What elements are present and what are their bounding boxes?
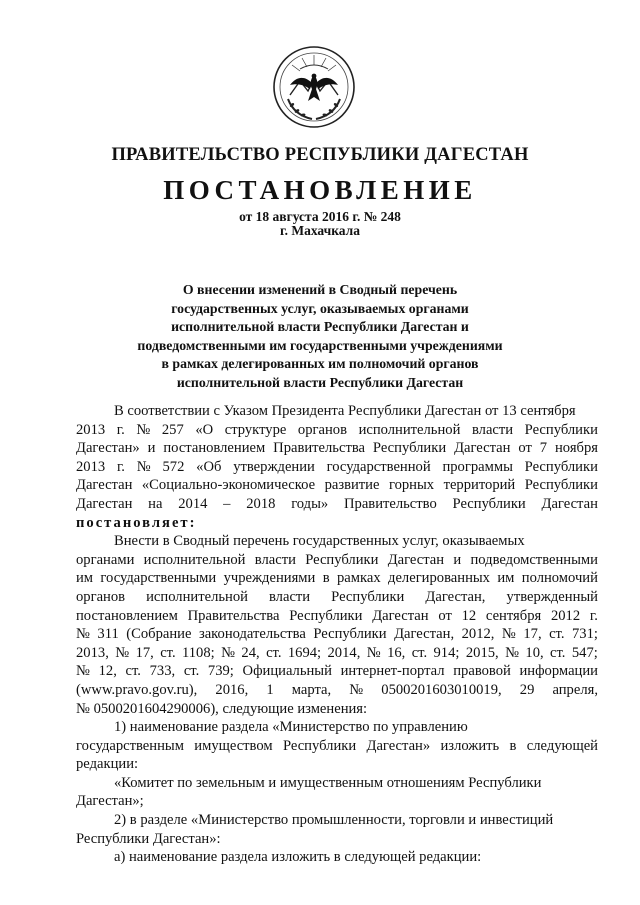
decrees-word: постановляет: [76,514,197,531]
subject-line: государственных услуг, оказываемых органами [171,300,469,316]
body-line: Дагестан» и постановлением Правительства Республики Дагестан от 7 ноября [76,440,598,457]
body-line: Республики Дагестан»: [76,830,221,847]
body-line: постановлением Правительства Республики Дагестан от 12 сентября 2012 г. [76,607,598,624]
body-line: «Комитет по земельным и имущественным отношениям Республики [114,774,542,791]
body-line: № 311 (Собрание законодательства Республики Дагестан, 2012, № 17, ст. 731; [76,626,598,643]
government-title: ПРАВИТЕЛЬСТВО РЕСПУБЛИКИ ДАГЕСТАН [111,145,529,165]
body-line: Дагестан на 2014 – 2018 годы» Правительство Республики Дагестан [76,495,598,512]
body-line: органов исполнительной власти Республики Дагестан, утвержденный [76,588,598,605]
decree-body [76,402,598,867]
body-line: органами исполнительной власти Республики Дагестан и подведомственными [76,551,598,568]
decree-date-number: от 18 августа 2016 г. № 248 [239,209,401,224]
subject-line: исполнительной власти Республики Дагестан и [171,319,469,335]
body-line: 2013 г. № 257 «О структуре органов исполнительной власти Республики [76,421,598,438]
body-line: В соответствии с Указом Президента Республики Дагестан от 13 сентября [114,403,576,419]
body-line: Дагестан»; [76,793,144,810]
decree-city: г. Махачкала [279,223,360,238]
body-line: государственным имуществом Республики Дагестан» изложить в следующей [76,737,598,754]
document-type-title: ПОСТАНОВЛЕНИЕ [163,175,477,205]
body-line: а) наименование раздела изложить в следующей редакции: [114,849,482,866]
body-line: 2013 г. № 572 «Об утверждении государственной программы Республики [76,458,598,475]
body-line: им государственными учреждениями в рамках делегированных им полномочий [76,570,598,587]
decree-subject [0,281,640,393]
subject-line: в рамках делегированных им полномочий органов [161,356,479,372]
subject-line: подведомственными им государственными учреждениями [137,337,503,353]
body-line: № 0500201604290006), следующие изменения: [76,700,368,717]
subject-line: исполнительной власти Республики Дагестан [176,374,464,390]
body-line: редакции: [76,756,139,773]
subject-line: О внесении изменений в Сводный перечень [182,282,458,297]
body-line: Внести в Сводный перечень государственных услуг, оказываемых [114,533,525,550]
body-line: № 12, ст. 733, ст. 739; Официальный интернет-портал правовой информации [76,663,598,680]
coat-of-arms-emblem [272,45,356,129]
body-line: (www.pravo.gov.ru), 2016, 1 марта, № 0500201603010019, 29 апреля, [76,681,598,698]
body-line: 2) в разделе «Министерство промышленности, торговли и инвестиций [114,812,554,829]
body-line: 1) наименование раздела «Министерство по управлению [114,719,468,736]
body-line: 2013, № 17, ст. 1108; № 24, ст. 1694; 2014, № 16, ст. 914; 2015, № 10, ст. 547; [76,644,598,661]
body-line: Дагестан «Социально-экономическое развитие горных территорий Республики [76,477,598,494]
